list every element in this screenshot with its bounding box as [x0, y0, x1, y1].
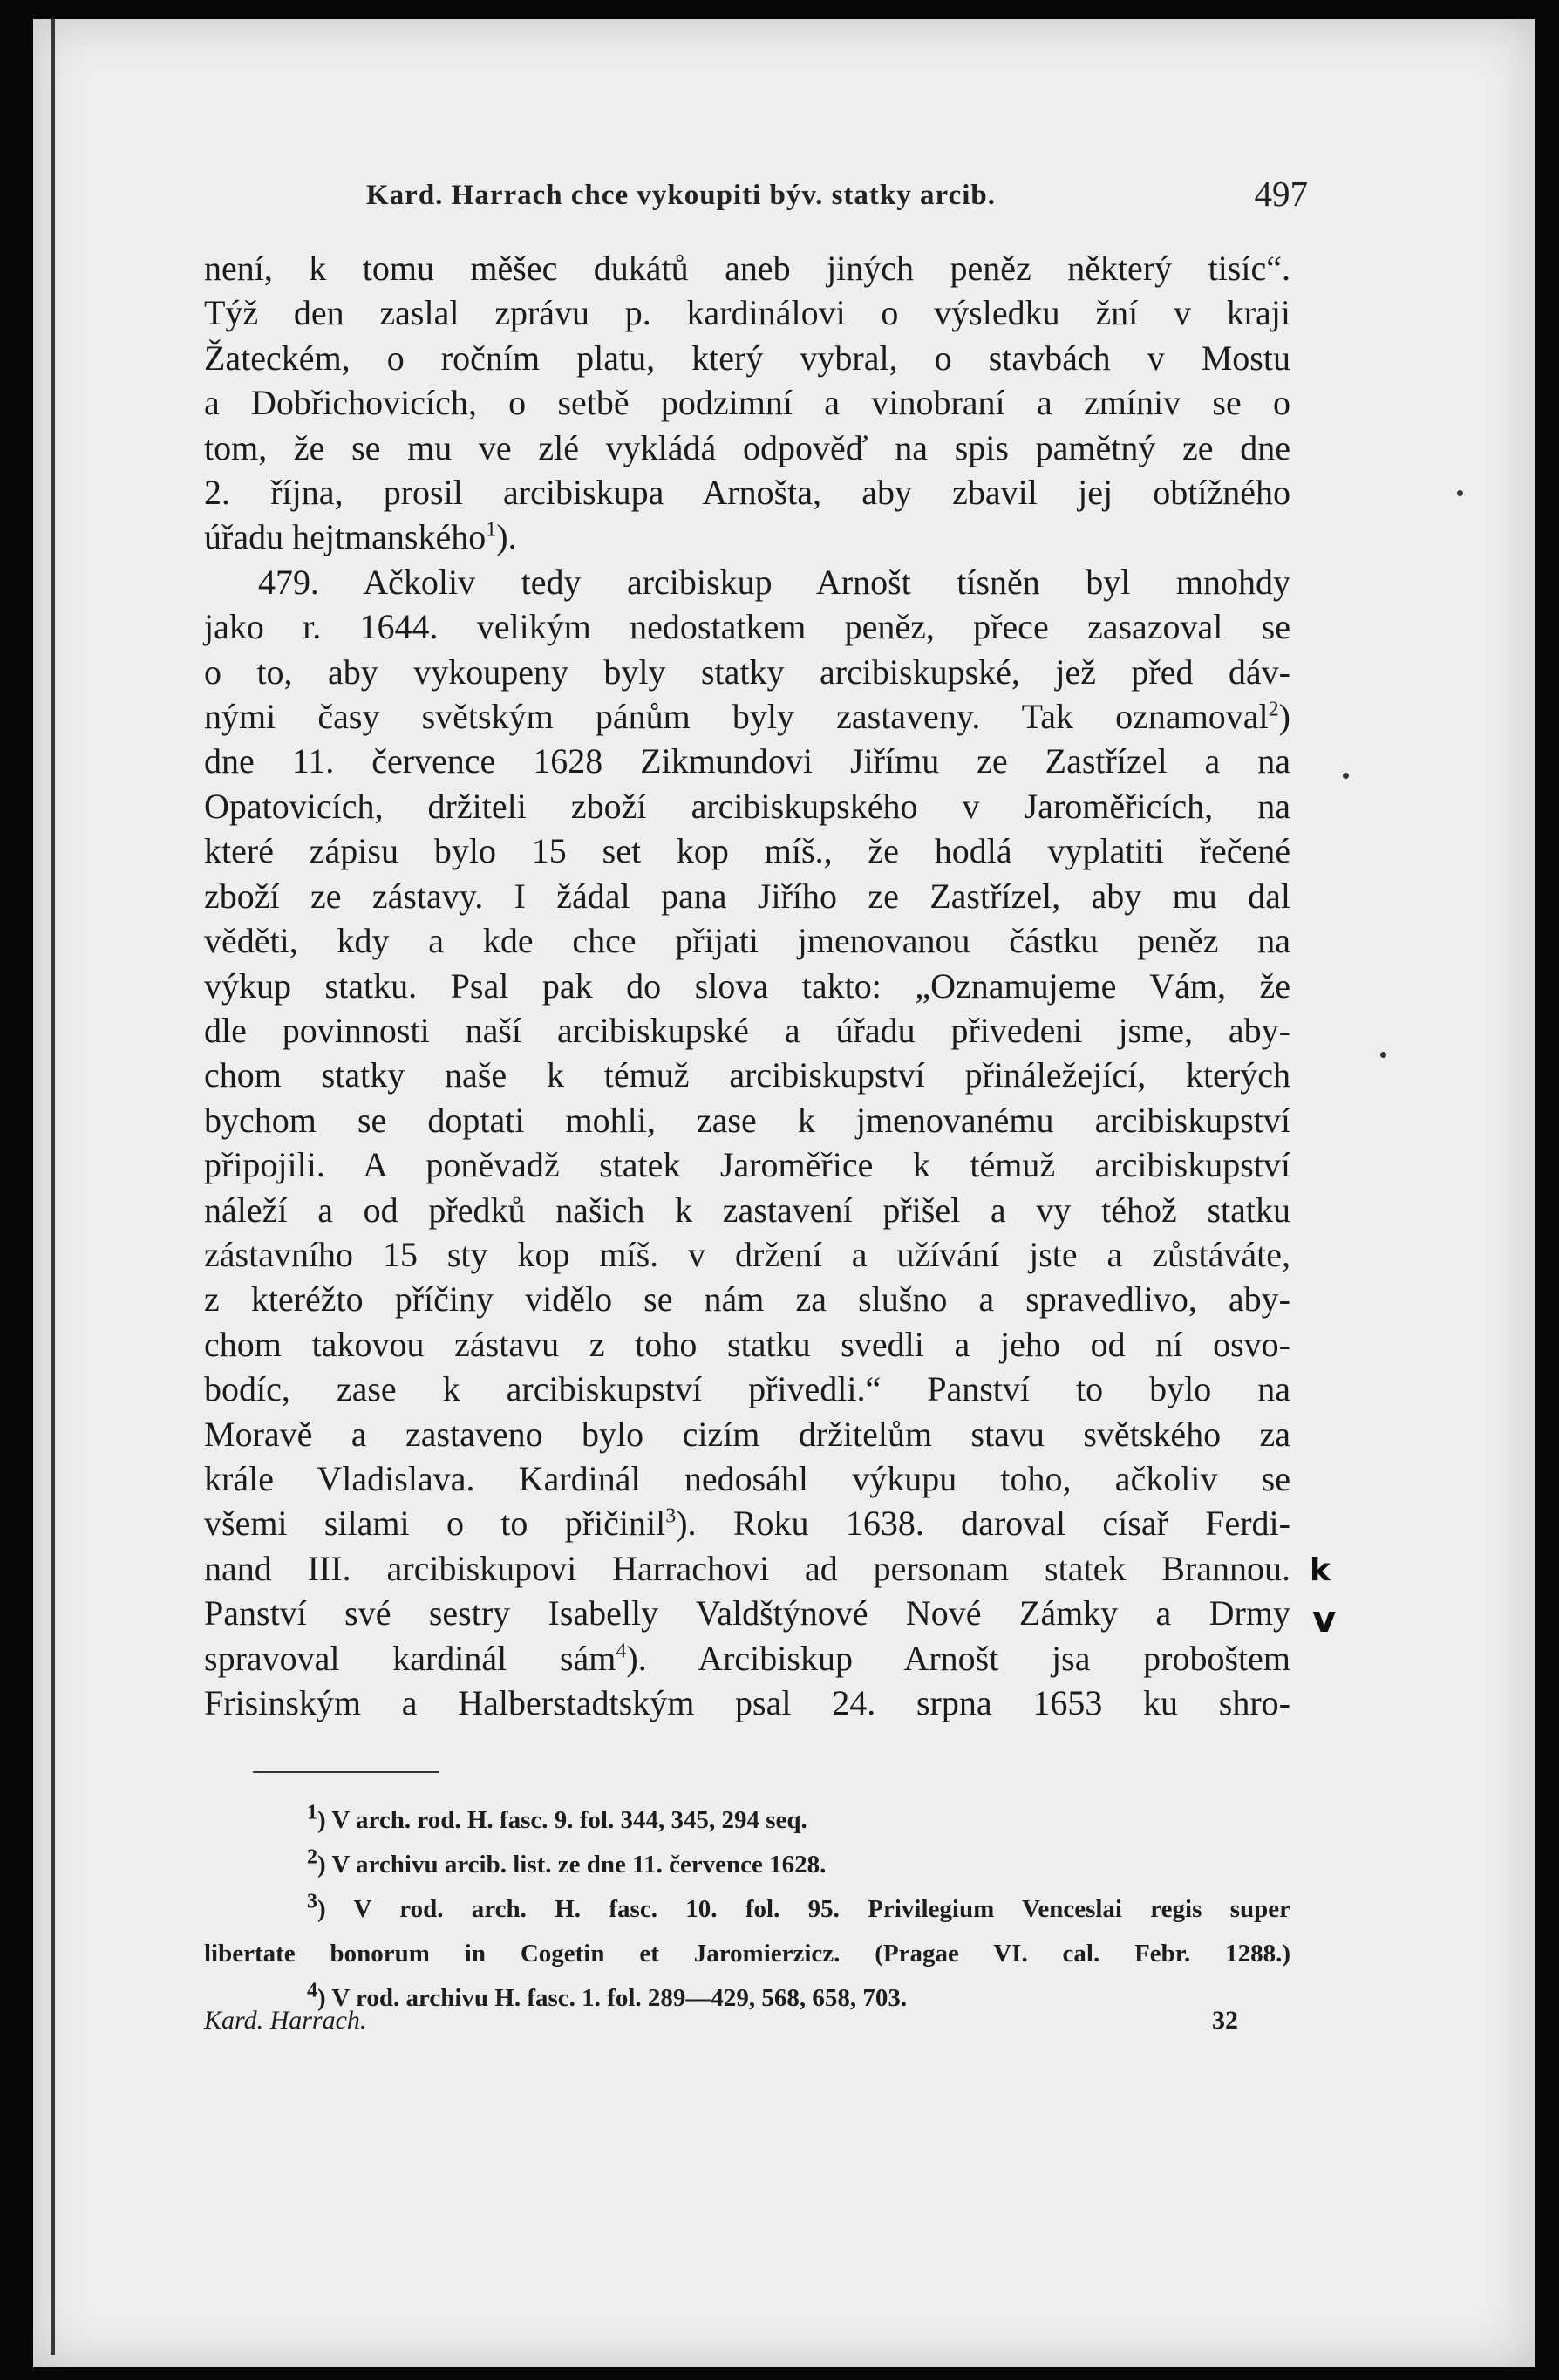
text-line: které zápisu bylo 15 set kop míš., že hodlá vyplatiti řečené	[204, 831, 1290, 871]
text-fragment: ).	[496, 517, 517, 557]
footnote	[204, 1887, 1290, 1932]
text-line: připojili. A poněvadž statek Jaroměřice k témuž arcibiskupství	[204, 1145, 1290, 1185]
footnote	[204, 1843, 1290, 1887]
text-line	[204, 694, 1290, 739]
text-line: jako r. 1644. velikým nedostatkem peněz, přece zasazoval se	[204, 607, 1290, 647]
footnote-marker: 4	[307, 1979, 317, 2002]
signature-line	[204, 2006, 1238, 2036]
signature-number: 32	[1212, 2006, 1238, 2035]
footnote-ref: 3	[665, 1505, 677, 1529]
text-line: zboží ze zástavy. I žádal pana Jiřího ze Zastřízel, aby mu dal	[204, 876, 1290, 916]
text-line: bychom se doptati mohli, zase k jmenovanému arcibiskupství	[204, 1100, 1290, 1140]
footnote-divider	[253, 1771, 439, 1773]
text-fragment: spravoval kardinál sám	[204, 1638, 616, 1678]
body-text	[204, 246, 1290, 1725]
text-line: a Dobřichovicích, o setbě podzimní a vinobraní a zmíniv se o	[204, 383, 1290, 423]
footnote-ref: 2	[1268, 698, 1279, 721]
text-line	[204, 515, 1290, 559]
text-fragment: ). Roku 1638. daroval císař Ferdi-	[676, 1504, 1290, 1544]
text-line: Frisinským a Halberstadtským psal 24. srpna 1653 ku shro-	[204, 1683, 1290, 1722]
page-number: 497	[1254, 174, 1308, 214]
text-line: Panství své sestry Isabelly Valdštýnové Nové Zámky a Drmy	[204, 1593, 1290, 1633]
text-fragment: nými časy světským pánům byly zastaveny. Tak oznamoval	[204, 697, 1269, 737]
text-line: nand III. arcibiskupovi Harrachovi ad personam statek Brannou.	[204, 1548, 1290, 1588]
text-line: bodíc, zase k arcibiskupství přivedli.“ Panství to bylo na	[204, 1369, 1290, 1409]
text-fragment: )	[1278, 697, 1290, 737]
text-fragment: ). Arcibiskup Arnošt jsa proboštem	[626, 1638, 1290, 1678]
text-line: dle povinnosti naší arcibiskupské a úřadu přivedeni jsme, aby-	[204, 1010, 1290, 1050]
footnote-marker: 3	[307, 1890, 317, 1913]
text-line	[204, 1636, 1290, 1681]
page-header	[366, 173, 1308, 225]
footnote	[204, 1798, 1290, 1843]
text-line: zástavního 15 sty kop míš. v držení a užívání jste a zůstáváte,	[204, 1234, 1290, 1274]
text-line: Týž den zaslal zprávu p. kardinálovi o výsledku žní v kraji	[204, 293, 1290, 333]
text-line: Moravě a zastaveno bylo cizím držitelům stavu světského za	[204, 1414, 1290, 1454]
scan-binding-line	[51, 17, 55, 2355]
text-fragment: všemi silami o to přičinil	[204, 1504, 666, 1544]
text-line: tom, že se mu ve zlé vykládá odpověď na spis pamětný ze dne	[204, 427, 1290, 467]
text-line: náleží a od předků našich k zastavení přišel a vy téhož statku	[204, 1190, 1290, 1230]
footnote-marker: 2	[307, 1845, 317, 1869]
text-line: z kteréžto příčiny vidělo se nám za slušno a spravedlivo, aby-	[204, 1279, 1290, 1320]
footnote-text: ) V rod. arch. H. fasc. 10. fol. 95. Privilegium Venceslai regis super	[317, 1895, 1290, 1923]
text-line	[204, 1501, 1290, 1545]
text-line: 479. Ačkoliv tedy arcibiskup Arnošt tísněn byl mnohdy	[258, 562, 1290, 602]
running-head: Kard. Harrach chce vykoupiti býv. statky arcib.	[366, 180, 996, 211]
footnote-ref: 4	[616, 1640, 627, 1663]
text-line: 2. října, prosil arcibiskupa Arnošta, aby zbavil jej obtížného	[204, 473, 1290, 513]
speck	[1457, 490, 1463, 496]
footnote-continuation: libertate bonorum in Cogetin et Jaromierzicz. (Pragae VI. cal. Febr. 1288.)	[204, 1940, 1290, 1967]
footnote-text: ) V archivu arcib. list. ze dne 11. července 1628.	[317, 1851, 827, 1879]
speck	[1380, 1052, 1386, 1058]
text-line: Opatovicích, držiteli zboží arcibiskupského v Jaroměřicích, na	[204, 786, 1290, 826]
margin-annotation: v	[1312, 1598, 1337, 1640]
text-line: výkup statku. Psal pak do slova takto: „Oznamujeme Vám, že	[204, 965, 1290, 1006]
footnote-marker: 1	[307, 1801, 317, 1824]
footnote-text: ) V arch. rod. H. fasc. 9. fol. 344, 345, 294 seq.	[317, 1806, 807, 1834]
text-line: Žateckém, o ročním platu, který vybral, o stavbách v Mostu	[204, 338, 1290, 378]
margin-annotation: k	[1310, 1552, 1331, 1588]
text-fragment: úřadu hejtmanského	[204, 517, 487, 557]
footnote-text: ) V rod. archivu H. fasc. 1. fol. 289—429, 568, 658, 703.	[317, 1984, 908, 2012]
text-line: věděti, kdy a kde chce přijati jmenovanou částku peněz na	[204, 921, 1290, 961]
text-line: chom takovou zástavu z toho statku svedli a jeho od ní osvo-	[204, 1324, 1290, 1364]
text-line: není, k tomu měšec dukátů aneb jiných peněz některý tisíc“.	[204, 249, 1290, 288]
footnote-ref: 1	[486, 519, 497, 542]
speck	[1343, 773, 1349, 779]
text-line: dne 11. července 1628 Zikmundovi Jiřímu ze Zastřízel a na	[204, 741, 1290, 781]
text-line: krále Vladislava. Kardinál nedosáhl výkupu toho, ačkoliv se	[204, 1458, 1290, 1498]
text-line: o to, aby vykoupeny byly statky arcibiskupské, jež před dáv-	[204, 651, 1290, 692]
text-line: chom statky naše k témuž arcibiskupství přináležející, kterých	[204, 1055, 1290, 1095]
signature-title: Kard. Harrach.	[204, 2006, 367, 2035]
footnotes	[204, 1798, 1290, 2021]
